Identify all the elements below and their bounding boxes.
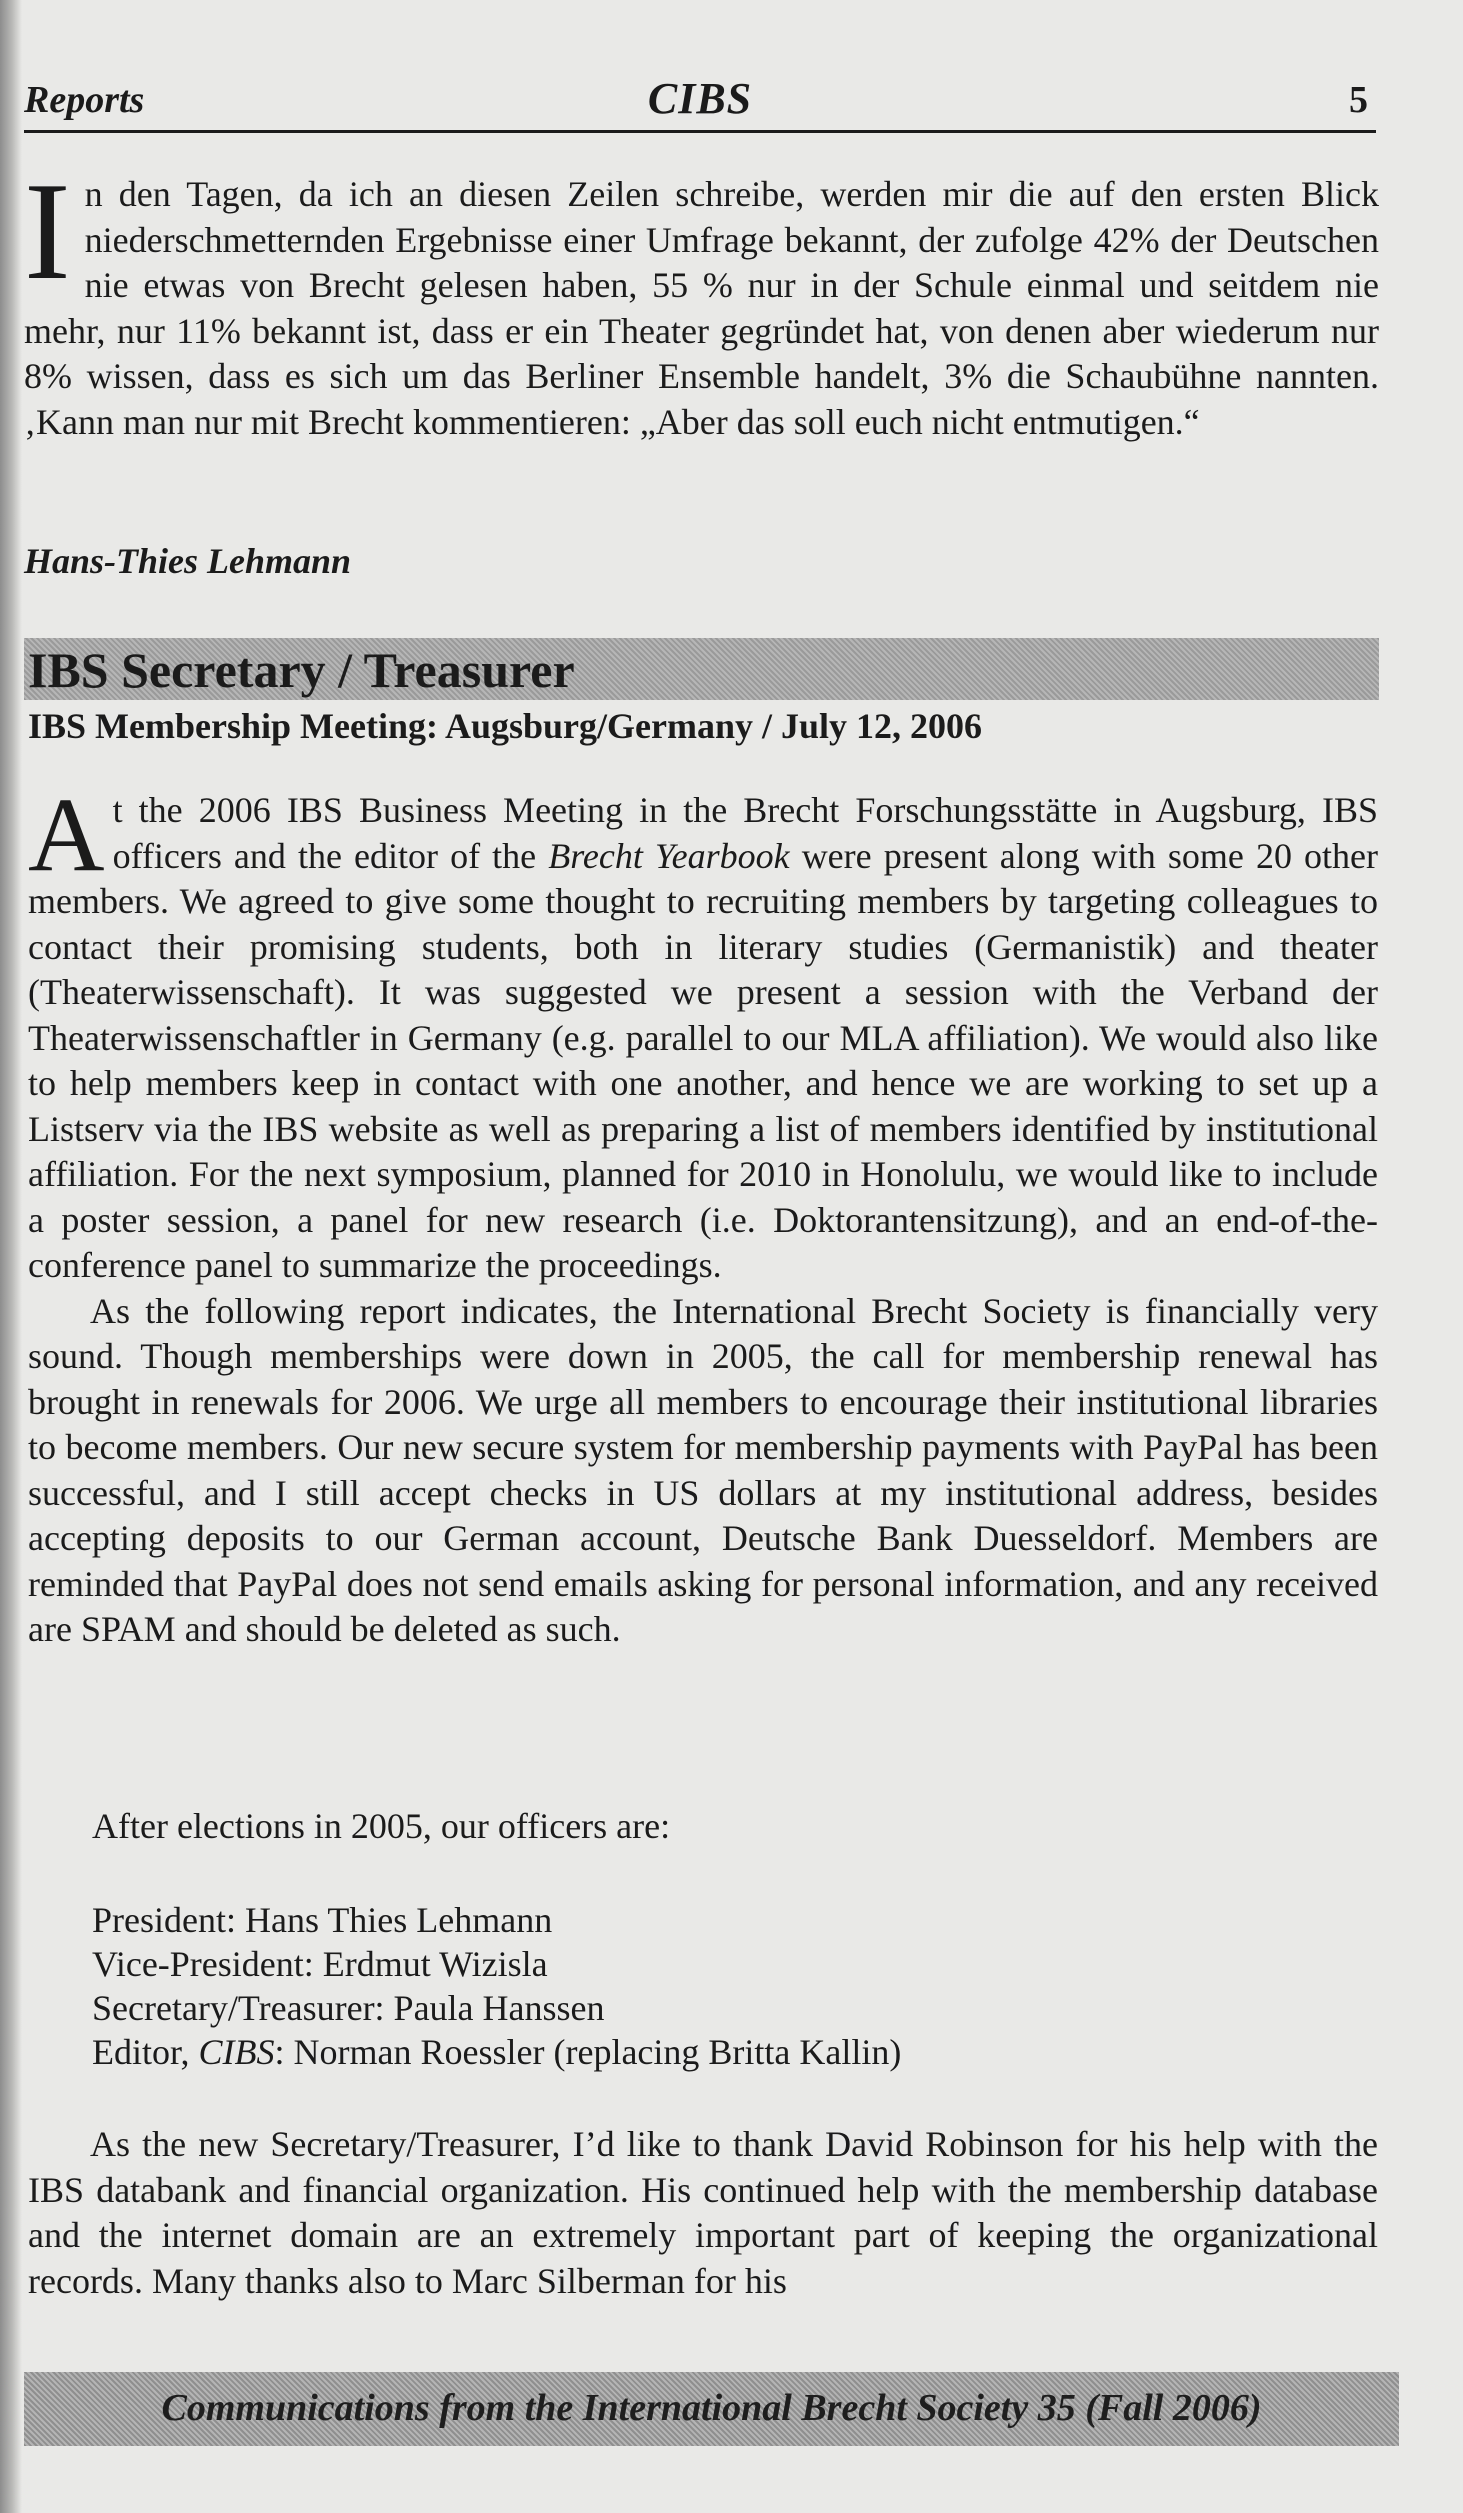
closing-section bbox=[28, 2122, 1378, 2304]
page-number: 5 bbox=[1349, 79, 1368, 121]
brecht-yearbook-title: Brecht Yearbook bbox=[548, 835, 790, 876]
article-paragraph-2: As the following report indicates, the International Brecht Society is financially very sound. Though memberships were down in 2005, the call for membership renewal has brought in renewals for 2006. We urge all members to encourage their institutional libraries to become members. Our new secure system for membership payments with PayPal has been successful, and I still accept checks in US dollars at my institutional address, besides accepting deposits to our German account, Deutsche Bank Duesseldorf. Members are reminded that PayPal does not send emails asking for personal information, and any received are SPAM and should be deleted as such. bbox=[28, 1290, 1378, 1649]
article-paragraph-1 bbox=[28, 776, 1378, 1289]
article-body bbox=[28, 776, 1378, 1653]
editor-journal: CIBS bbox=[198, 2032, 275, 2072]
running-header bbox=[24, 60, 1376, 133]
section-title: IBS Secretary / Treasurer bbox=[28, 642, 575, 698]
officer-vice-president: Vice-President: Erdmut Wizisla bbox=[92, 1944, 548, 1984]
section-subtitle: IBS Membership Meeting: Augsburg/Germany / July 12, 2006 bbox=[28, 706, 983, 746]
article-p1-part-a: t the 2006 IBS Business Meeting in the Brecht Forschungsstätte in Augsburg, IBS officers and the editor of the bbox=[112, 790, 1378, 876]
officer-editor bbox=[92, 2030, 901, 2074]
officers-list bbox=[92, 1898, 901, 2074]
header-journal-title: CIBS bbox=[647, 74, 753, 123]
footer-journal-citation: Communications from the International Brecht Society 35 (Fall 2006) bbox=[161, 2387, 1262, 2429]
german-intro-paragraph bbox=[24, 154, 1379, 445]
officers-intro: After elections in 2005, our officers are: bbox=[92, 1806, 671, 1846]
officer-president: President: Hans Thies Lehmann bbox=[92, 1900, 553, 1940]
closing-paragraph: As the new Secretary/Treasurer, I’d like to thank David Robinson for his help with the IBS databank and financial organization. His continued help with the membership database and the internet domain are an extremely important part of keeping the organizational records. Many thanks also to Marc Silberman for his bbox=[28, 2124, 1378, 2301]
intro-dropcap: I bbox=[24, 154, 71, 309]
officer-secretary: Secretary/Treasurer: Paula Hanssen bbox=[92, 1988, 605, 2028]
editor-prefix: Editor, bbox=[92, 2032, 199, 2072]
article-dropcap: A bbox=[28, 776, 105, 893]
article-p1-part-b: were present along with some 20 other members. We agreed to give some thought to recruiting members by targeting colleagues to contact their promising students, both in literary studies (Germanistik) and theater (Theaterwissenschaft). It was suggested we present a session with the Verband der Theaterwissenschaftler in Germany (e.g. parallel to our MLA affiliation). We would also like to help members keep in contact with one another, and hence we are working to set up a Listserv via the IBS website as well as preparing a list of members identified by institutional affiliation. For the next symposium, planned for 2010 in Honolulu, we would like to include a poster session, a panel for new research (i.e. Doktorantensitzung), and an end-of-the-conference panel to summarize the proceedings. bbox=[28, 835, 1378, 1285]
intro-text: n den Tagen, da ich an diesen Zeilen schreibe, werden mir die auf den ersten Blick niederschmetternden Ergebnisse einer Umfrage bekannt, der zufolge 42% der Deutschen nie etwas von Brecht gelesen haben, 55 % nur in der Schule einmal und seitdem nie mehr, nur 11% bekannt ist, dass er ein Theater gegründet hat, von denen aber wiederum nur 8% wissen, dass es sich um das Berliner Ensemble handelt, 3% die Schaubühne nannten.‚Kann man nur mit Brecht kommentieren: „Aber das soll euch nicht entmutigen.“ bbox=[24, 174, 1379, 442]
editor-suffix: : Norman Roessler (replacing Britta Kallin) bbox=[274, 2032, 902, 2072]
page-edge-shadow bbox=[0, 0, 22, 2513]
header-section-label: Reports bbox=[24, 79, 145, 121]
intro-author: Hans-Thies Lehmann bbox=[24, 541, 352, 581]
